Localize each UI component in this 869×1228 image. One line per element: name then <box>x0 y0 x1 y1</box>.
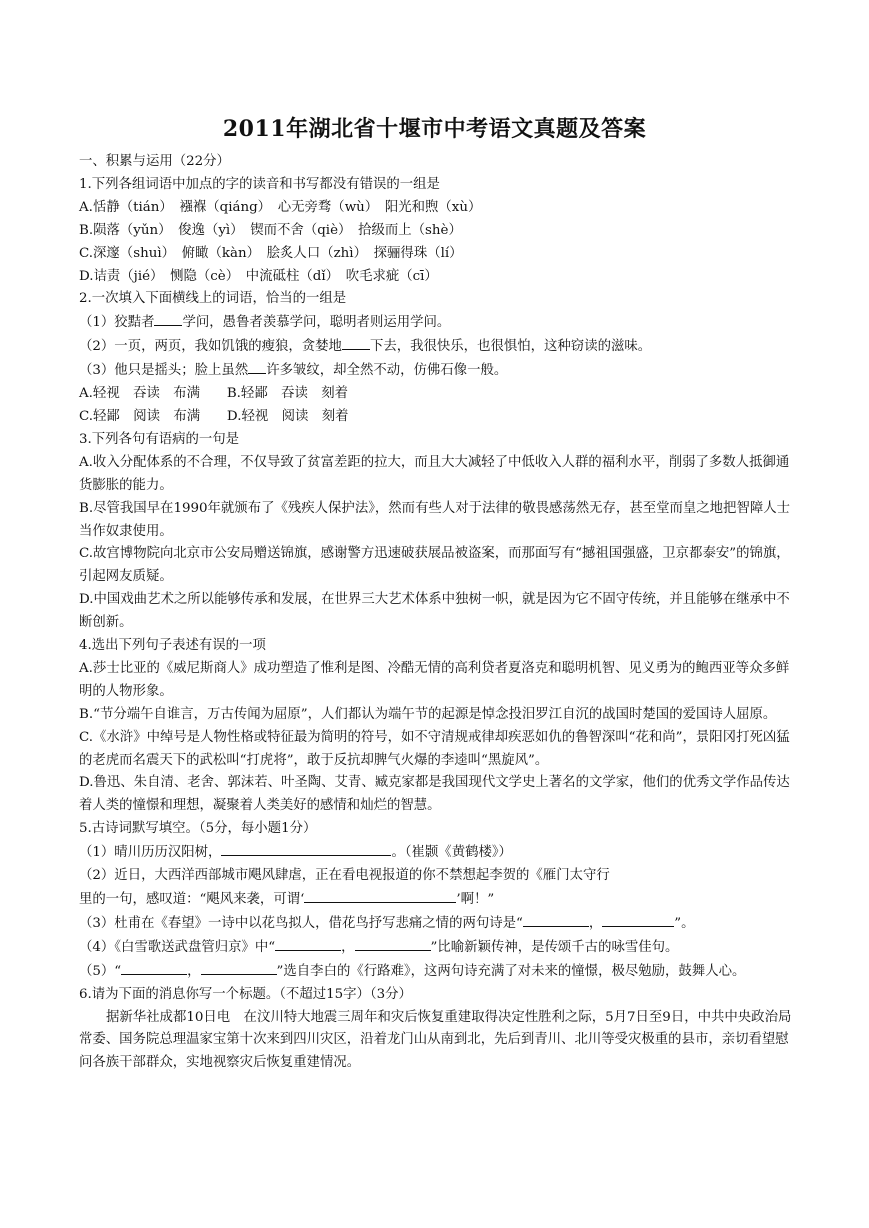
question-5-item-1: （1）晴川历历汉阳树， 。（崔颢《黄鹤楼》） <box>79 841 793 865</box>
question-6-news-text: 据新华社成都10日电 在汶川特大地震三周年和灾后恢复重建取得决定性胜利之际，5月7日至9日，中共中央政治局常委、国务院总理温家宝第十次来到四川灾区，沿着龙门山从南到北，先后到青川、北川等受灾极重的县市，亲切看望慰问各族干部群众，实地视察灾后恢复重建情况。 <box>79 1009 792 1071</box>
question-2-stem: 2.一次填入下面横线上的词语，恰当的一组是 <box>79 291 347 307</box>
fill-blank <box>121 960 187 975</box>
fill-blank <box>342 335 370 350</box>
question-4-option-d: D.鲁迅、朱自清、老舍、郭沫若、叶圣陶、艾青、臧克家都是我国现代文学史上著名的文学家，他们的优秀文学作品传达着人类的憧憬和理想，凝聚着人类美好的感情和灿烂的智慧。 <box>79 775 790 814</box>
question-2-options-ab: A.轻视 吞读 布满 B.轻鄙 吞读 刻着 <box>79 386 349 402</box>
fill-blank <box>275 936 341 951</box>
question-1-option-a: A.恬静（tián） 襁褓（qiáng） 心无旁骛（wù） 阳光和煦（xù） <box>79 199 482 215</box>
question-1-option-b: B.陨落（yǔn） 俊逸（yì） 锲而不舍（qiè） 拾级而上（shè） <box>79 222 462 238</box>
question-4-option-c: C.《水浒》中绰号是人物性格或特征最为简明的符号，如不守清规戒律却疾恶如仇的鲁智深叫“花和尚”，景阳冈打死凶猛的老虎而名震天下的武松叫“打虎将”，敢于反抗却脾气火爆的李逵叫“黑旋风”。 <box>79 729 790 768</box>
question-5-item-5: （5）“ ， ”选自李白的《行路难》，这两句诗充满了对未来的憧憬，极尽勉励，鼓舞人心。 <box>79 960 793 984</box>
document-body <box>79 151 793 1075</box>
fill-blank <box>154 311 182 326</box>
question-5-item-2-cont: 里的一句，感叹道：“飓风来袭，可谓‘ ’啊！” <box>79 888 793 912</box>
question-5-item-3: （3）杜甫在《春望》一诗中以花鸟拟人，借花鸟抒写悲痛之情的两句诗是“ ， ”。 <box>79 912 793 936</box>
question-1-stem: 1.下列各组词语中加点的字的读音和书写都没有错误的一组是 <box>79 176 440 192</box>
question-3-stem: 3.下列各句有语病的一句是 <box>79 431 240 447</box>
question-2-options-cd: C.轻鄙 阅读 布满 D.轻视 阅读 刻着 <box>79 408 349 424</box>
fill-blank <box>523 912 589 927</box>
fill-blank <box>602 912 674 927</box>
question-3-option-c: C.故宫博物院向北京市公安局赠送锦旗，感谢警方迅速破获展品被盗案，而那面写有“撼祖国强盛，卫京都泰安”的锦旗，引起网友质疑。 <box>79 546 790 585</box>
fill-blank <box>355 936 431 951</box>
fill-blank <box>248 359 266 374</box>
section-heading: 一、积累与运用（22分） <box>79 154 230 169</box>
question-5-item-4: （4）《白雪歌送武盘管归京》中“ ， ”比喻新颖传神，是传颂千古的咏雪佳句。 <box>79 936 793 960</box>
page-title: 2011年湖北省十堰市中考语文真题及答案 <box>222 116 647 142</box>
question-3-option-b: B.尽管我国早在1990年就颁布了《残疾人保护法》，然而有些人对于法律的敬畏感荡然无存，甚至堂而皇之地把智障人士当作奴隶使用。 <box>79 500 791 539</box>
question-4-stem: 4.选出下列句子表述有误的一项 <box>79 638 266 654</box>
fill-blank <box>201 960 277 975</box>
fill-blank <box>221 841 391 856</box>
question-4-option-a: A.莎士比亚的《威尼斯商人》成功塑造了惟利是图、冷酷无情的高利贷者夏洛克和聪明机智、见义勇为的鲍西亚等众多鲜明的人物形象。 <box>79 660 790 699</box>
question-5-stem: 5.古诗词默写填空。（5分，每小题1分） <box>79 821 317 837</box>
question-1-option-c: C.深邃（shuì） 俯瞰（kàn） 脍炙人口（zhì） 探骊得珠（lí） <box>79 245 463 261</box>
question-5-item-2: （2）近日，大西洋西部城市飓风肆虐，正在看电视报道的你不禁想起李贺的《雁门太守行 <box>79 868 610 884</box>
fill-blank <box>304 888 456 903</box>
question-2-sentence-3: （3）他只是摇头；脸上虽然 许多皱纹，却全然不动，仿佛石像一般。 <box>79 359 793 383</box>
question-3-option-d: D.中国戏曲艺术之所以能够传承和发展，在世界三大艺术体系中独树一帜，就是因为它不固守传统，并且能够在继承中不断创新。 <box>79 592 790 631</box>
question-6-stem: 6.请为下面的消息你写一个标题。（不超过15字）（3分） <box>79 986 412 1002</box>
question-3-option-a: A.收入分配体系的不合理，不仅导致了贫富差距的拉大，而且大大减轻了中低收入人群的福利水平，削弱了多数人抵御通货膨胀的能力。 <box>79 454 790 493</box>
question-4-option-b: B.“节分端午自谁言，万古传闻为屈原”，人们都认为端午节的起源是悼念投汨罗江自沉的战国时楚国的爱国诗人屈原。 <box>79 706 777 722</box>
question-2-sentence-1: （1）狡黠者 学问，愚鲁者羡慕学问，聪明者则运用学问。 <box>79 311 793 335</box>
question-2-sentence-2: （2）一页，两页，我如饥饿的瘦狼，贪婪地 下去，我很快乐，也很惧怕，这种窃读的滋味。 <box>79 335 793 359</box>
question-1-option-d: D.诘责（jié） 恻隐（cè） 中流砥柱（dǐ） 吹毛求疵（cī） <box>79 268 438 284</box>
